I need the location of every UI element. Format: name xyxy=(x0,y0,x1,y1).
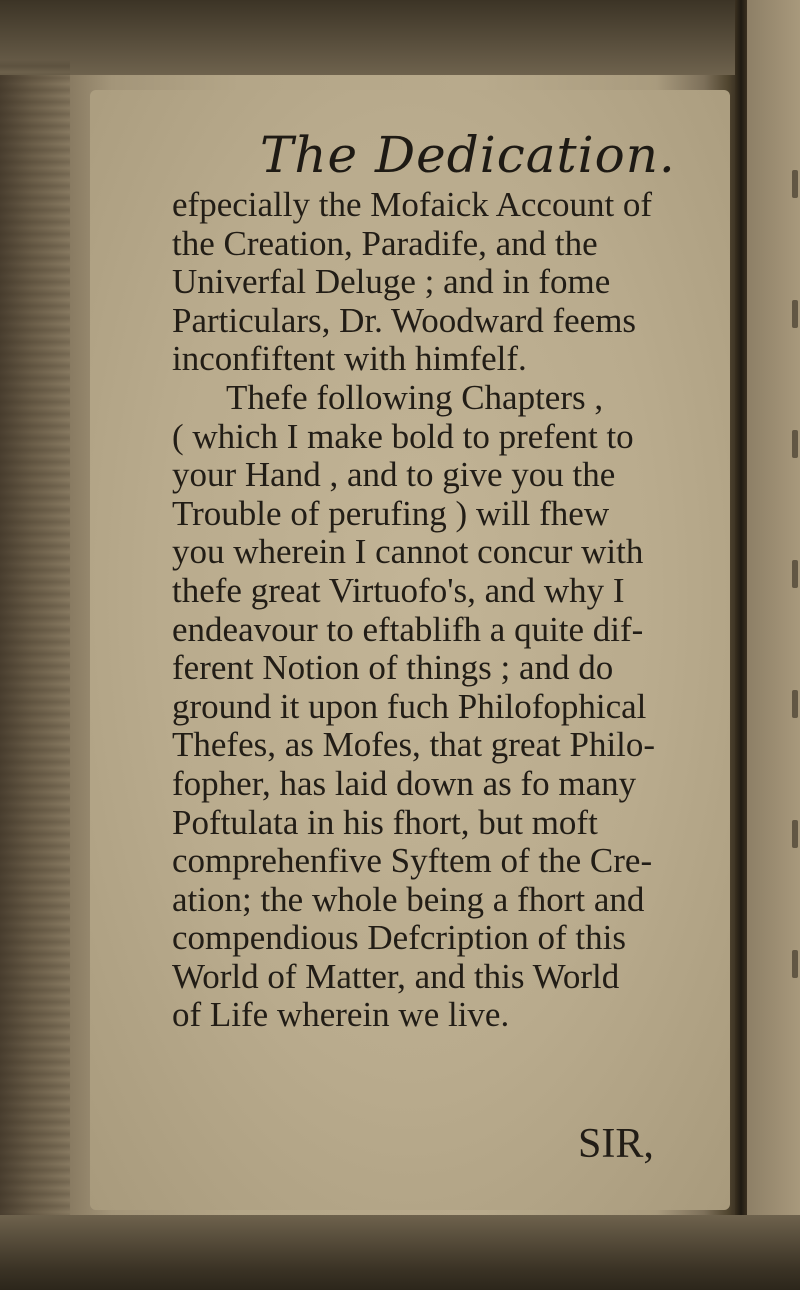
text-line: of Life wherein we live. xyxy=(172,995,510,1035)
text-line: Thefe following Chapters , xyxy=(226,377,604,417)
adjacent-text-fragment xyxy=(792,170,798,198)
adjacent-text-fragment xyxy=(792,560,798,588)
text-line: inconfiftent with himfelf. xyxy=(172,339,527,379)
text-line: ferent Notion of things ; and do xyxy=(172,648,614,688)
bottom-shadow xyxy=(0,1215,800,1290)
text-line: your Hand , and to give you the xyxy=(172,455,616,495)
adjacent-text-fragment xyxy=(792,430,798,458)
page-edges-left xyxy=(0,60,70,1240)
catchword: SIR, xyxy=(578,1121,654,1167)
running-header: The Dedication. xyxy=(260,126,676,184)
adjacent-text-fragment xyxy=(792,690,798,718)
text-line: Particulars, Dr. Woodward feems xyxy=(172,300,637,340)
text-line: Thefes, as Mofes, that great Philo- xyxy=(172,725,656,765)
adjacent-page-edge xyxy=(747,0,800,1290)
text-line: ground it upon fuch Philofophical xyxy=(172,686,647,726)
text-line: comprehenfive Syftem of the Cre- xyxy=(172,841,653,881)
text-line: fopher, has laid down as fo many xyxy=(172,763,637,803)
adjacent-text-fragment xyxy=(792,950,798,978)
text-line: ation; the whole being a fhort and xyxy=(172,879,645,919)
text-line: thefe great Virtuofo's, and why I xyxy=(172,570,625,610)
text-line: compendious Defcription of this xyxy=(172,918,626,958)
text-line: the Creation, Paradife, and the xyxy=(172,223,598,263)
text-line: Univerfal Deluge ; and in fome xyxy=(172,262,611,302)
text-line: World of Matter, and this World xyxy=(172,956,620,996)
text-line: efpecially the Mofaick Account of xyxy=(172,185,653,224)
text-line: Trouble of perufing ) will fhew xyxy=(172,493,610,533)
adjacent-text-fragment xyxy=(792,820,798,848)
text-line: ( which I make bold to prefent to xyxy=(172,416,634,456)
book-gutter xyxy=(735,0,747,1290)
top-shadow xyxy=(0,0,800,75)
text-line: endeavour to eftablifh a quite dif- xyxy=(172,609,644,649)
adjacent-text-fragment xyxy=(792,300,798,328)
text-line: you wherein I cannot concur with xyxy=(172,532,644,572)
dedication-text xyxy=(172,186,732,1035)
text-line: Poftulata in his fhort, but moft xyxy=(172,802,598,842)
